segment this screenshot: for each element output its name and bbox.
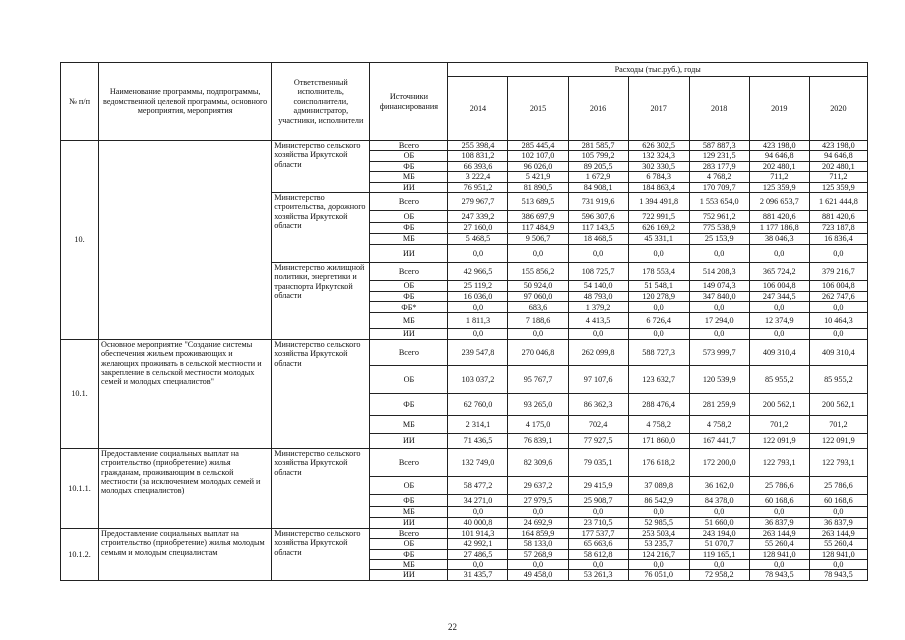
table-row [61,141,868,151]
amount-cell: 262 747,6 [809,292,867,302]
amount-cell: 281 585,7 [568,141,628,151]
amount-cell: 423 198,0 [809,141,867,151]
amount-cell: 1 621 444,8 [809,193,867,211]
amount-cell: 379 216,7 [809,263,867,281]
table-row [61,448,868,476]
row-number: 10.1.2. [61,528,99,580]
header-year: 2019 [749,77,809,141]
activity-name: Предоставление социальных выплат на строительство (приобретение) жилья молодым семьям и молодым специалистам [99,528,272,580]
amount-cell: 60 168,6 [809,494,867,506]
amount-cell: 106 004,8 [749,281,809,292]
amount-cell: 202 480,1 [809,161,867,171]
amount-cell: 4 758,2 [628,415,689,433]
amount-cell: 701,2 [749,415,809,433]
amount-cell: 626 169,2 [628,223,689,234]
activity-name: Основное мероприятие "Создание системы обеспечения жильем проживающих и желающих проживать в сельской местности и закрепление в сельской местности молодых семей и молодых специалистов" [99,339,272,448]
funding-source: Всего [370,193,448,211]
amount-cell: 4 413,5 [568,313,628,329]
amount-cell: 365 724,2 [749,263,809,281]
amount-cell: 81 890,5 [508,182,568,192]
amount-cell: 31 435,7 [448,570,508,580]
amount-cell: 263 144,9 [749,528,809,538]
header-executor: Ответственный исполнитель, соисполнители, администратор, участники, исполнители [272,63,370,141]
amount-cell: 587 887,3 [689,141,749,151]
row-number: 10. [61,141,99,340]
amount-cell: 36 162,0 [689,476,749,494]
amount-cell: 82 309,6 [508,448,568,476]
amount-cell: 16 836,4 [809,234,867,245]
funding-source: ОБ [370,281,448,292]
amount-cell: 120 539,9 [689,365,749,393]
amount-cell: 27 486,5 [448,549,508,559]
amount-cell: 1 672,9 [568,172,628,182]
amount-cell: 247 344,5 [749,292,809,302]
amount-cell: 0,0 [809,245,867,263]
amount-cell: 5 468,5 [448,234,508,245]
executor-name: Министерство сельского хозяйства Иркутской области [272,339,370,448]
amount-cell: 77 927,5 [568,433,628,448]
funding-source: ФБ [370,223,448,234]
amount-cell: 94 646,8 [749,151,809,161]
amount-cell: 722 991,5 [628,211,689,223]
amount-cell: 283 177,9 [689,161,749,171]
amount-cell: 76 839,1 [508,433,568,448]
header-year: 2020 [809,77,867,141]
amount-cell: 102 107,0 [508,151,568,161]
amount-cell: 0,0 [809,560,867,570]
amount-cell: 288 476,4 [628,393,689,415]
amount-cell: 132 324,3 [628,151,689,161]
amount-cell: 1 177 186,8 [749,223,809,234]
funding-source: ФБ* [370,302,448,313]
amount-cell: 51 070,7 [689,539,749,549]
amount-cell: 0,0 [809,302,867,313]
amount-cell: 255 398,4 [448,141,508,151]
header-year: 2015 [508,77,568,141]
amount-cell: 0,0 [689,329,749,339]
amount-cell: 247 339,2 [448,211,508,223]
amount-cell: 775 538,9 [689,223,749,234]
amount-cell: 34 271,0 [448,494,508,506]
amount-cell: 149 074,3 [689,281,749,292]
amount-cell: 94 646,8 [809,151,867,161]
funding-source: Всего [370,339,448,365]
amount-cell: 23 710,5 [568,517,628,528]
amount-cell: 36 837,9 [809,517,867,528]
amount-cell: 0,0 [568,245,628,263]
amount-cell: 38 046,3 [749,234,809,245]
amount-cell: 752 961,2 [689,211,749,223]
amount-cell: 177 537,7 [568,528,628,538]
amount-cell: 0,0 [628,560,689,570]
amount-cell: 125 359,9 [749,182,809,192]
amount-cell: 0,0 [448,329,508,339]
amount-cell: 132 749,0 [448,448,508,476]
amount-cell: 0,0 [568,560,628,570]
amount-cell: 0,0 [508,560,568,570]
amount-cell: 683,6 [508,302,568,313]
amount-cell: 409 310,4 [749,339,809,365]
amount-cell: 701,2 [809,415,867,433]
amount-cell: 25 786,6 [749,476,809,494]
amount-cell: 79 035,1 [568,448,628,476]
amount-cell: 58 612,8 [568,549,628,559]
amount-cell: 711,2 [809,172,867,182]
amount-cell: 0,0 [448,560,508,570]
amount-cell: 0,0 [749,302,809,313]
funding-source: ИИ [370,517,448,528]
amount-cell: 55 260,4 [749,539,809,549]
amount-cell: 25 153,9 [689,234,749,245]
amount-cell: 176 618,2 [628,448,689,476]
funding-source: ОБ [370,476,448,494]
amount-cell: 40 000,8 [448,517,508,528]
amount-cell: 167 441,7 [689,433,749,448]
amount-cell: 27 160,0 [448,223,508,234]
funding-source: ОБ [370,539,448,549]
funding-source: ФБ [370,494,448,506]
row-number: 10.1.1. [61,448,99,528]
amount-cell: 71 436,5 [448,433,508,448]
amount-cell: 513 689,5 [508,193,568,211]
funding-source: МБ [370,172,448,182]
amount-cell: 85 955,2 [749,365,809,393]
amount-cell: 12 374,9 [749,313,809,329]
amount-cell: 101 914,3 [448,528,508,538]
amount-cell: 0,0 [628,506,689,517]
funding-source: Всего [370,448,448,476]
amount-cell: 36 837,9 [749,517,809,528]
amount-cell: 0,0 [809,329,867,339]
amount-cell: 7 188,6 [508,313,568,329]
amount-cell: 202 480,1 [749,161,809,171]
amount-cell: 270 046,8 [508,339,568,365]
amount-cell: 1 394 491,8 [628,193,689,211]
amount-cell: 117 143,5 [568,223,628,234]
amount-cell: 881 420,6 [749,211,809,223]
amount-cell: 723 187,8 [809,223,867,234]
amount-cell: 0,0 [448,302,508,313]
funding-source: Всего [370,263,448,281]
header-num: № п/п [61,63,99,141]
funding-source: МБ [370,560,448,570]
amount-cell: 5 421,9 [508,172,568,182]
amount-cell: 4 768,2 [689,172,749,182]
amount-cell: 239 547,8 [448,339,508,365]
amount-cell: 86 542,9 [628,494,689,506]
amount-cell: 0,0 [568,329,628,339]
amount-cell: 0,0 [689,560,749,570]
amount-cell: 57 268,9 [508,549,568,559]
amount-cell: 124 216,7 [628,549,689,559]
amount-cell: 53 235,7 [628,539,689,549]
funding-source: МБ [370,415,448,433]
amount-cell: 4 175,0 [508,415,568,433]
amount-cell: 0,0 [628,329,689,339]
amount-cell: 626 302,5 [628,141,689,151]
amount-cell: 85 955,2 [809,365,867,393]
amount-cell: 0,0 [628,302,689,313]
amount-cell: 42 966,5 [448,263,508,281]
funding-source: ИИ [370,433,448,448]
table-body [61,141,868,581]
amount-cell: 263 144,9 [809,528,867,538]
amount-cell: 386 697,9 [508,211,568,223]
amount-cell: 45 331,1 [628,234,689,245]
amount-cell: 18 468,5 [568,234,628,245]
amount-cell: 588 727,3 [628,339,689,365]
header-year: 2016 [568,77,628,141]
header-year: 2018 [689,77,749,141]
amount-cell: 128 941,0 [809,549,867,559]
amount-cell: 53 261,3 [568,570,628,580]
amount-cell: 302 330,5 [628,161,689,171]
amount-cell: 29 637,2 [508,476,568,494]
amount-cell: 200 562,1 [749,393,809,415]
amount-cell: 0,0 [809,506,867,517]
amount-cell: 37 089,8 [628,476,689,494]
amount-cell: 702,4 [568,415,628,433]
amount-cell: 3 222,4 [448,172,508,182]
amount-cell: 97 060,0 [508,292,568,302]
amount-cell: 731 919,6 [568,193,628,211]
amount-cell: 184 863,4 [628,182,689,192]
header-source: Источники финансирования [370,63,448,141]
amount-cell: 0,0 [689,506,749,517]
amount-cell: 123 632,7 [628,365,689,393]
header-year: 2017 [628,77,689,141]
amount-cell: 51 660,0 [689,517,749,528]
amount-cell: 122 793,1 [749,448,809,476]
amount-cell: 0,0 [689,302,749,313]
amount-cell: 0,0 [508,329,568,339]
amount-cell: 17 294,0 [689,313,749,329]
amount-cell: 1 811,3 [448,313,508,329]
funding-source: Всего [370,528,448,538]
funding-source: МБ [370,313,448,329]
funding-source: ИИ [370,570,448,580]
amount-cell: 0,0 [568,506,628,517]
amount-cell: 105 799,2 [568,151,628,161]
amount-cell: 9 506,7 [508,234,568,245]
funding-source: ФБ [370,393,448,415]
amount-cell: 25 119,2 [448,281,508,292]
amount-cell: 0,0 [749,329,809,339]
amount-cell: 1 553 654,0 [689,193,749,211]
amount-cell: 2 096 653,7 [749,193,809,211]
amount-cell: 78 943,5 [749,570,809,580]
amount-cell: 62 760,0 [448,393,508,415]
amount-cell: 423 198,0 [749,141,809,151]
executor-name: Министерство жилищной политики, энергетики и транспорта Иркутской области [272,263,370,340]
amount-cell: 125 359,9 [809,182,867,192]
amount-cell: 76 951,2 [448,182,508,192]
funding-source: ОБ [370,211,448,223]
amount-cell: 86 362,3 [568,393,628,415]
executor-name: Министерство сельского хозяйства Иркутской области [272,141,370,193]
amount-cell: 409 310,4 [809,339,867,365]
amount-cell: 103 037,2 [448,365,508,393]
header-year: 2014 [448,77,508,141]
amount-cell: 155 856,2 [508,263,568,281]
amount-cell: 0,0 [628,245,689,263]
funding-source: ИИ [370,245,448,263]
row-number: 10.1. [61,339,99,448]
amount-cell: 106 004,8 [809,281,867,292]
amount-cell: 16 036,0 [448,292,508,302]
amount-cell: 1 379,2 [568,302,628,313]
amount-cell: 122 091,9 [809,433,867,448]
amount-cell: 0,0 [689,245,749,263]
amount-cell: 89 205,5 [568,161,628,171]
amount-cell: 171 860,0 [628,433,689,448]
amount-cell: 60 168,6 [749,494,809,506]
amount-cell: 170 709,7 [689,182,749,192]
amount-cell: 27 979,5 [508,494,568,506]
amount-cell: 84 378,0 [689,494,749,506]
amount-cell: 243 194,0 [689,528,749,538]
executor-name: Министерство сельского хозяйства Иркутской области [272,448,370,528]
amount-cell: 2 314,1 [448,415,508,433]
amount-cell: 25 786,6 [809,476,867,494]
funding-source: ОБ [370,365,448,393]
amount-cell: 55 260,4 [809,539,867,549]
amount-cell: 25 908,7 [568,494,628,506]
amount-cell: 281 259,9 [689,393,749,415]
amount-cell: 347 840,0 [689,292,749,302]
amount-cell: 0,0 [508,245,568,263]
amount-cell: 95 767,7 [508,365,568,393]
funding-source: ОБ [370,151,448,161]
amount-cell: 253 503,4 [628,528,689,538]
amount-cell: 711,2 [749,172,809,182]
amount-cell: 10 464,3 [809,313,867,329]
amount-cell: 119 165,1 [689,549,749,559]
amount-cell: 97 107,6 [568,365,628,393]
amount-cell: 6 726,4 [628,313,689,329]
amount-cell: 0,0 [448,506,508,517]
financing-table [60,62,868,581]
amount-cell: 66 393,6 [448,161,508,171]
amount-cell: 122 091,9 [749,433,809,448]
amount-cell: 50 924,0 [508,281,568,292]
amount-cell: 200 562,1 [809,393,867,415]
amount-cell: 72 958,2 [689,570,749,580]
amount-cell: 164 859,9 [508,528,568,538]
amount-cell: 84 908,1 [568,182,628,192]
amount-cell: 76 051,0 [628,570,689,580]
amount-cell: 129 231,5 [689,151,749,161]
amount-cell: 0,0 [749,506,809,517]
funding-source: ФБ [370,161,448,171]
executor-name: Министерство сельского хозяйства Иркутской области [272,528,370,580]
amount-cell: 596 307,6 [568,211,628,223]
table-row [61,339,868,365]
executor-name: Министерство строительства, дорожного хозяйства Иркутской области [272,193,370,263]
amount-cell: 54 140,0 [568,281,628,292]
amount-cell: 514 208,3 [689,263,749,281]
amount-cell: 0,0 [749,560,809,570]
amount-cell: 178 553,4 [628,263,689,281]
activity-name [99,141,272,340]
amount-cell: 93 265,0 [508,393,568,415]
funding-source: ФБ [370,549,448,559]
amount-cell: 262 099,8 [568,339,628,365]
funding-source: ИИ [370,329,448,339]
page-number: 22 [448,622,457,632]
amount-cell: 573 999,7 [689,339,749,365]
amount-cell: 4 758,2 [689,415,749,433]
header-name: Наименование программы, подпрограммы, ведомственной целевой программы, основного мероприятия, мероприятия [99,63,272,141]
amount-cell: 0,0 [508,506,568,517]
amount-cell: 120 278,9 [628,292,689,302]
amount-cell: 49 458,0 [508,570,568,580]
amount-cell: 172 200,0 [689,448,749,476]
funding-source: ИИ [370,182,448,192]
amount-cell: 285 445,4 [508,141,568,151]
amount-cell: 0,0 [749,245,809,263]
amount-cell: 117 484,9 [508,223,568,234]
header-expenses: Расходы (тыс.руб.), годы [448,63,868,77]
amount-cell: 6 784,3 [628,172,689,182]
activity-name: Предоставление социальных выплат на строительство (приобретение) жилья гражданам, проживающим в сельской местности (за исключением молодых семей и молодых специалистов) [99,448,272,528]
funding-source: МБ [370,234,448,245]
amount-cell: 52 985,5 [628,517,689,528]
amount-cell: 29 415,9 [568,476,628,494]
amount-cell: 24 692,9 [508,517,568,528]
amount-cell: 65 663,6 [568,539,628,549]
amount-cell: 108 725,7 [568,263,628,281]
funding-source: МБ [370,506,448,517]
amount-cell: 78 943,5 [809,570,867,580]
table-row [61,528,868,538]
amount-cell: 96 026,0 [508,161,568,171]
amount-cell: 0,0 [448,245,508,263]
amount-cell: 122 793,1 [809,448,867,476]
amount-cell: 58 133,0 [508,539,568,549]
funding-source: ФБ [370,292,448,302]
funding-source: Всего [370,141,448,151]
amount-cell: 108 831,2 [448,151,508,161]
amount-cell: 128 941,0 [749,549,809,559]
amount-cell: 881 420,6 [809,211,867,223]
amount-cell: 51 548,1 [628,281,689,292]
amount-cell: 58 477,2 [448,476,508,494]
amount-cell: 279 967,7 [448,193,508,211]
amount-cell: 42 992,1 [448,539,508,549]
amount-cell: 48 793,0 [568,292,628,302]
